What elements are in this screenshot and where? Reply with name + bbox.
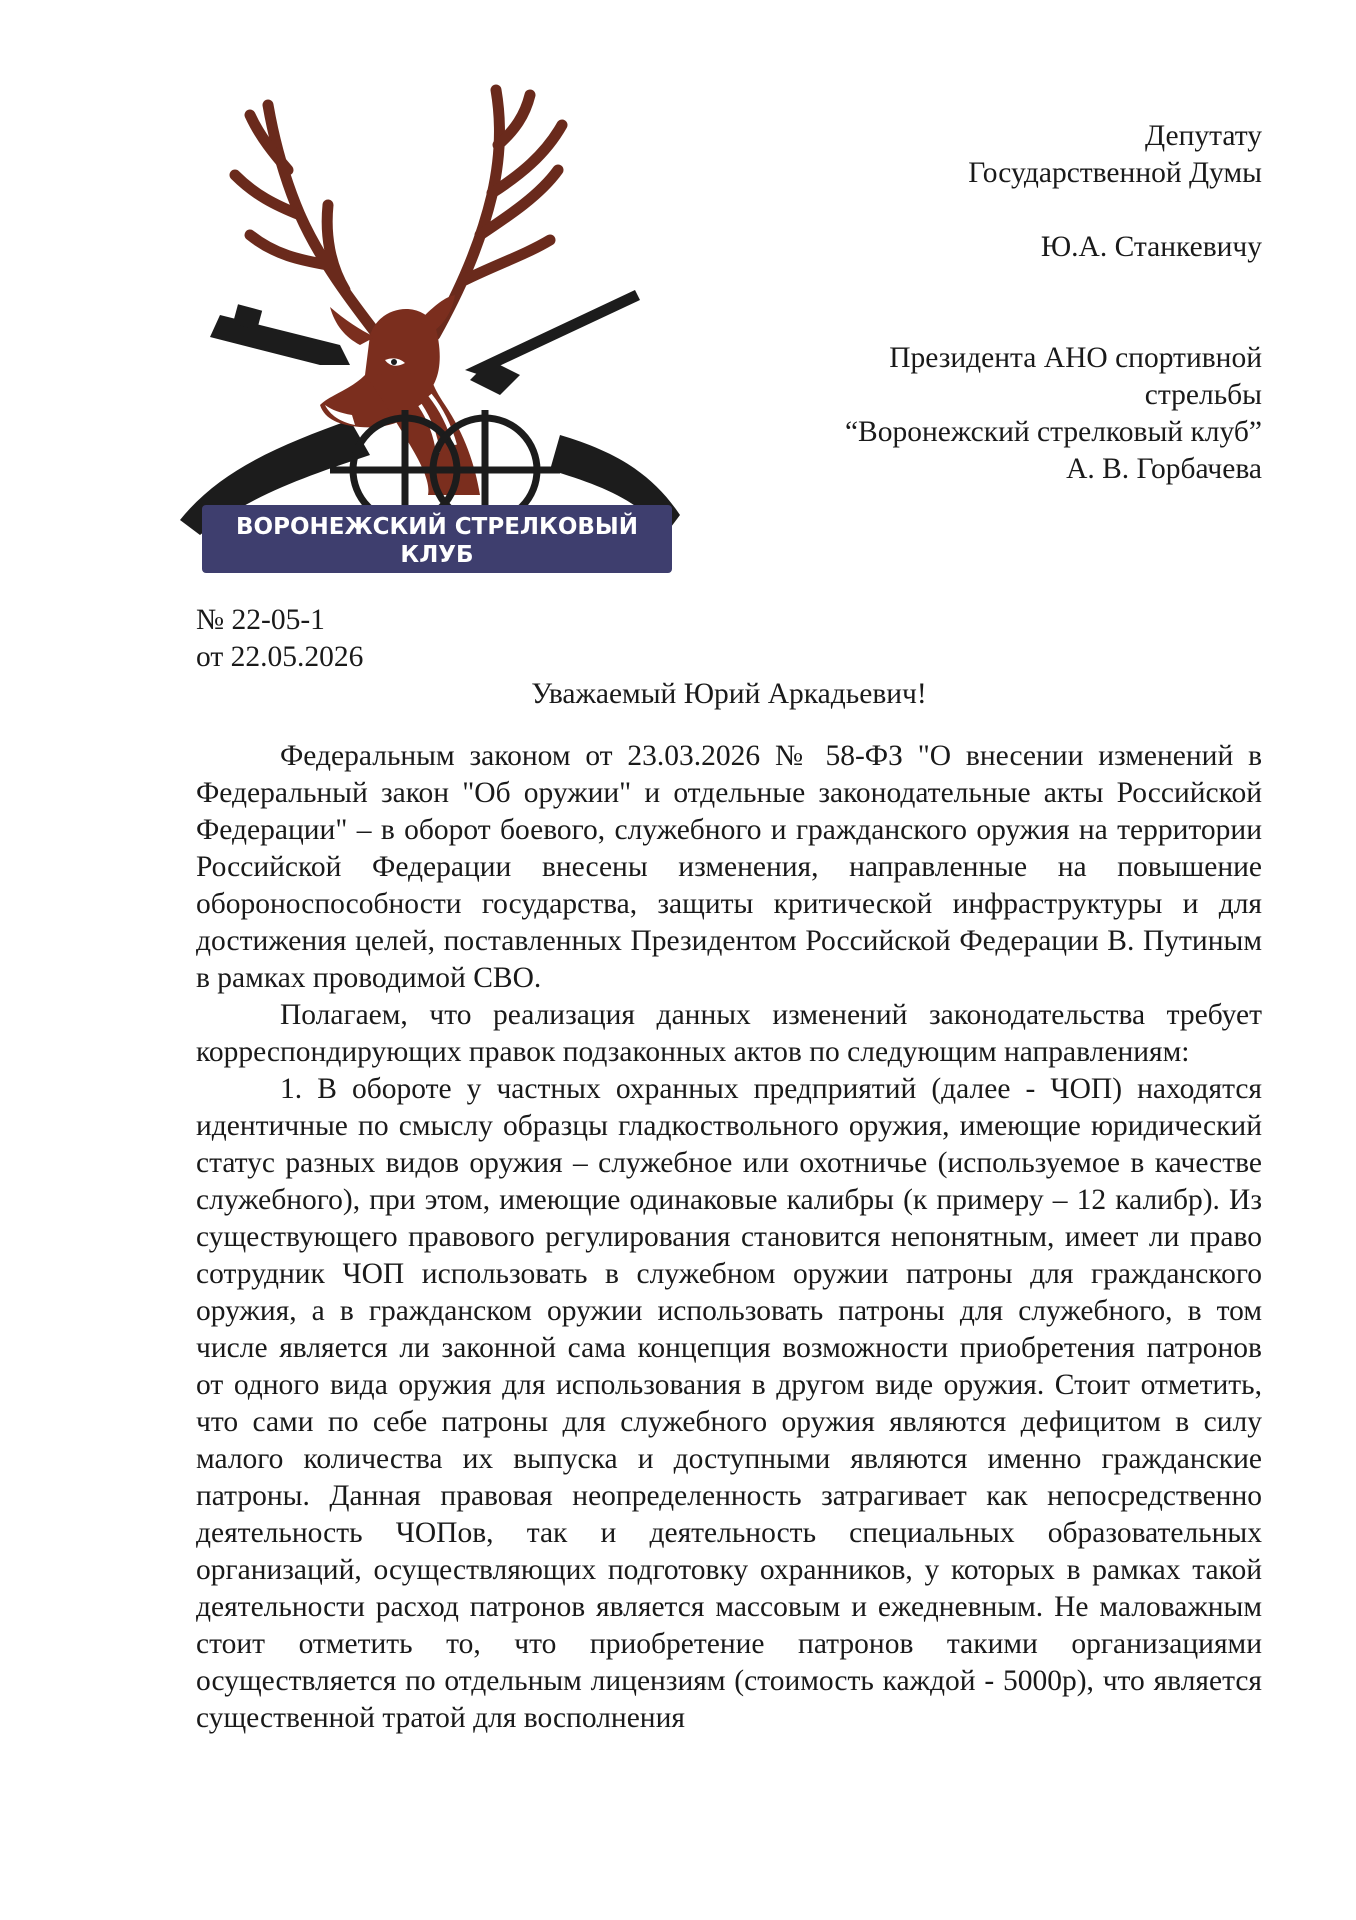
- club-logo: [180, 75, 700, 585]
- document-number: № 22-05-1: [196, 604, 325, 636]
- sender-line-2: стрельбы: [1144, 379, 1262, 411]
- greeting: Уважаемый Юрий Аркадьевич!: [531, 678, 927, 710]
- letter-body: [196, 738, 1262, 1737]
- banner-line-1: ВОРОНЕЖСКИЙ СТРЕЛКОВЫЙ: [236, 514, 638, 540]
- sender-line-4: А. В. Горбачева: [1066, 453, 1262, 485]
- paragraph: Федеральным законом от 23.03.2026 № 58-ФЗ "О внесении изменений в Федеральный закон "Об оружии" и отдельные законодательные акты Российской Федерации" – в оборот боевого, служебного и гражданского оружия на территории Российской Федерации внесены изменения, направленные на повышение обороноспособности государства, защиты критической инфраструктуры и для достижения целей, поставленных Президентом Российской Федерации В. Путиным в рамках проводимой СВО.: [196, 740, 1262, 994]
- antlers-icon: [235, 90, 562, 345]
- addressee-line-2: Государственной Думы: [968, 157, 1262, 189]
- addressee-name: Ю.А. Станкевичу: [1040, 231, 1262, 263]
- paragraph: 1. В обороте у частных охранных предприятий (далее - ЧОП) находятся идентичные по смыслу образцы гладкоствольного оружия, имеющие юридический статус разных видов оружия – служебное или охотничье (используемое в качестве служебного), при этом, имеющие одинаковые калибры (к примеру – 12 калибр). Из существующего правового регулирования становится непонятным, имеет ли право сотрудник ЧОП использовать в служебном оружии патроны для гражданского оружия, а в гражданском оружии использовать патроны для служебного, в том числе является ли законной сама концепция возможности приобретения патронов от одного вида оружия для использования в другом виде оружия. Стоит отметить, что сами по себе патроны для служебного оружия являются дефицитом в силу малого количества их выпуска и доступными являются именно гражданские патроны. Данная правовая неопределенность затрагивает как непосредственно деятельность ЧОПов, так и деятельность специальных образовательных организаций, осуществляющих подготовку охранников, у которых в рамках такой деятельности расход патронов является массовым и ежедневным. Не маловажным стоит отметить то, что приобретение патронов такими организациями осуществляется по отдельным лицензиям (стоимость каждой - 5000р), что является существенной тратой для восполнения: [196, 1073, 1262, 1734]
- document-date: от 22.05.2026: [196, 641, 364, 673]
- sender-line-1: Президента АНО спортивной: [889, 342, 1262, 374]
- addressee-block: [702, 118, 1262, 488]
- sender-line-3: “Воронежский стрелковый клуб”: [844, 416, 1262, 448]
- document-number-block: [196, 602, 363, 676]
- addressee-line-1: Депутату: [1145, 120, 1262, 152]
- banner-line-2: КЛУБ: [400, 542, 474, 568]
- paragraph: Полагаем, что реализация данных изменений законодательства требует корреспондирующих правок подзаконных актов по следующим направлениям:: [196, 999, 1262, 1068]
